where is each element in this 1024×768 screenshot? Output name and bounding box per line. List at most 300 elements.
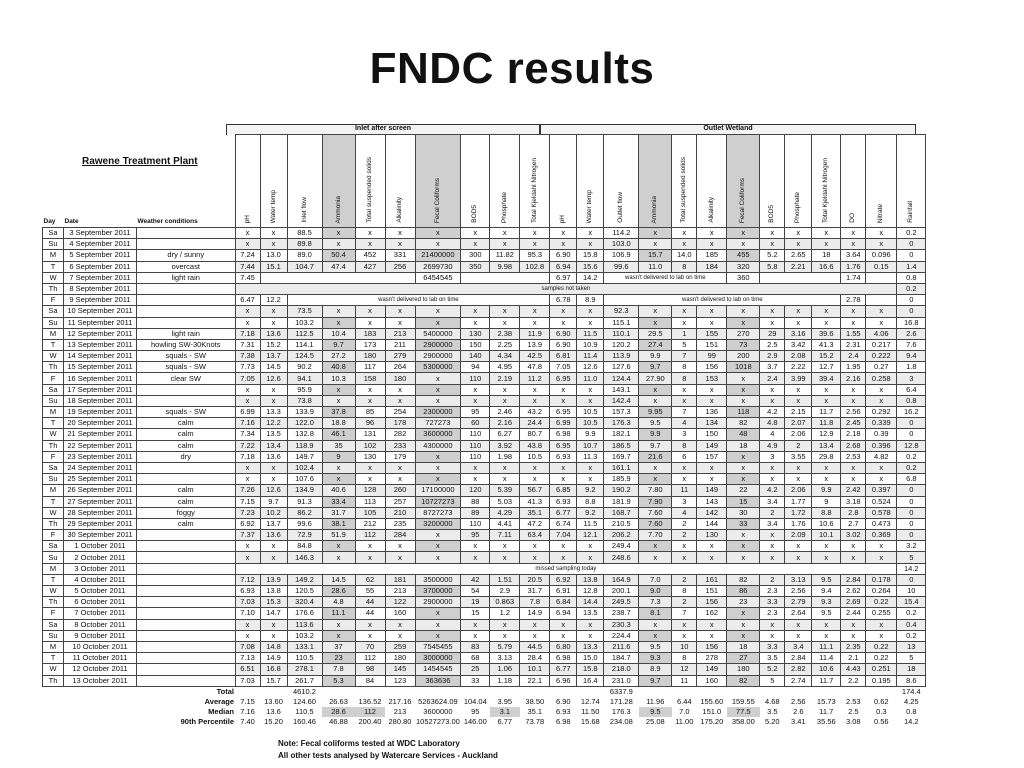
row-weather: foggy (137, 507, 236, 518)
table-cell: x (812, 630, 841, 641)
row-weather (137, 574, 236, 585)
table-cell: x (415, 474, 461, 485)
table-cell: 15.7 (639, 250, 672, 261)
table-cell: 169.7 (604, 451, 639, 462)
group-header-outlet: Outlet Wetland (540, 124, 916, 135)
header-date: Date (64, 218, 79, 225)
table-cell: 16.2 (897, 407, 926, 418)
row-weather: calm (137, 485, 236, 496)
table-cell: 213 (385, 328, 415, 339)
table-cell: 7.6 (897, 339, 926, 350)
stats-cell (490, 686, 520, 697)
row-date: 7 September 2011 (64, 272, 137, 283)
table-cell: x (490, 462, 520, 473)
table-cell: 27.2 (322, 351, 355, 362)
table-cell: 88 (461, 496, 490, 507)
table-cell: 115.1 (604, 317, 639, 328)
table-cell: 7.08 (235, 641, 260, 652)
table-cell: x (639, 462, 672, 473)
table-cell: 12.8 (897, 440, 926, 451)
stats-row (43, 686, 926, 697)
table-cell: x (785, 384, 812, 395)
table-cell: 176.3 (604, 418, 639, 429)
table-cell: 2.42 (841, 485, 866, 496)
table-cell: 2.09 (785, 530, 812, 541)
table-cell: 6.51 (235, 664, 260, 675)
table-cell: 14.4 (577, 597, 604, 608)
table-cell: 278 (697, 653, 727, 664)
row-weather: light rain (137, 272, 236, 283)
table-cell: x (235, 395, 260, 406)
table-cell: 73.5 (287, 306, 322, 317)
table-cell: x (385, 462, 415, 473)
stats-cell: 26.63 (329, 696, 348, 706)
table-cell: 7.10 (235, 608, 260, 619)
table-row (43, 306, 926, 317)
stats-cell: 95 (471, 707, 480, 717)
table-row (43, 239, 926, 250)
table-cell: x (235, 239, 260, 250)
table-cell: 7 (672, 407, 697, 418)
table-cell: 248.6 (604, 552, 639, 563)
table-cell: 42 (461, 574, 490, 585)
table-cell: 56.7 (520, 485, 550, 496)
row-date: 8 September 2011 (64, 283, 137, 294)
table-cell: 133.9 (287, 407, 322, 418)
table-cell: x (550, 474, 577, 485)
table-cell: 212 (355, 518, 385, 529)
table-cell: 27 (727, 653, 760, 664)
table-cell: 82 (727, 675, 760, 686)
table-cell: 18 (897, 664, 926, 675)
table-cell: 10 (897, 586, 926, 597)
table-cell: 0.2 (897, 283, 926, 294)
table-cell: x (812, 619, 841, 630)
stats-cell: 2.6 (793, 707, 804, 717)
table-cell: x (841, 239, 866, 250)
row-weather (137, 586, 236, 597)
table-cell: 112 (355, 653, 385, 664)
table-cell: x (355, 228, 385, 239)
table-cell: 6.90 (550, 250, 577, 261)
table-cell: 1.74 (841, 272, 866, 283)
table-cell: 31.7 (322, 507, 355, 518)
table-cell: 33.4 (322, 496, 355, 507)
table-cell: 18 (812, 250, 841, 261)
table-row (43, 407, 926, 418)
stats-cell (639, 686, 672, 697)
table-cell: x (322, 306, 355, 317)
table-cell: x (461, 395, 490, 406)
table-cell: x (760, 228, 785, 239)
table-cell: x (415, 239, 461, 250)
table-cell: 284 (385, 530, 415, 541)
table-cell: 143 (697, 496, 727, 507)
table-cell: 9.9 (812, 485, 841, 496)
row-date: 5 October 2011 (64, 586, 137, 597)
table-cell: 190.2 (604, 485, 639, 496)
stats-cell: 3.41 (790, 717, 806, 727)
table-cell: 9.7 (322, 339, 355, 350)
table-cell: 2.78 (841, 295, 866, 306)
table-row (43, 328, 926, 339)
table-cell: 11.8 (812, 418, 841, 429)
table-cell: x (461, 306, 490, 317)
table-cell: x (697, 239, 727, 250)
row-weather: calm (137, 496, 236, 507)
column-header-row (43, 135, 926, 228)
table-cell: 5.2 (760, 664, 785, 675)
table-cell: x (577, 228, 604, 239)
table-cell: x (355, 239, 385, 250)
column-header: Alkalinity (385, 135, 415, 228)
row-note (866, 272, 897, 283)
row-weather (137, 462, 236, 473)
table-cell: x (260, 228, 287, 239)
stats-row (43, 707, 926, 717)
column-header: BOD5 (461, 135, 490, 228)
table-cell: x (461, 630, 490, 641)
table-cell: 1.77 (785, 496, 812, 507)
row-day: Th (43, 440, 64, 451)
row-date: 2 October 2011 (64, 552, 137, 563)
table-cell: 3700000 (415, 586, 461, 597)
table-cell: 6.4 (897, 384, 926, 395)
stats-cell: 46.88 (329, 717, 348, 727)
table-cell: 94.1 (287, 373, 322, 384)
table-cell: 180 (385, 653, 415, 664)
row-weather: squals - SW (137, 407, 236, 418)
table-cell: 85 (355, 407, 385, 418)
table-cell: 4.29 (490, 507, 520, 518)
table-cell: 9.4 (897, 351, 926, 362)
table-cell: 2.08 (785, 351, 812, 362)
table-cell: 0.264 (866, 586, 897, 597)
table-row (43, 339, 926, 350)
table-cell: 2.56 (785, 586, 812, 597)
table-cell: 3.18 (841, 496, 866, 507)
table-cell: 48 (727, 429, 760, 440)
row-date: 27 September 2011 (64, 496, 137, 507)
table-cell: x (260, 306, 287, 317)
table-cell: x (550, 384, 577, 395)
table-cell: 124.5 (287, 351, 322, 362)
row-day: F (43, 608, 64, 619)
table-cell: x (260, 630, 287, 641)
table-cell: 2.84 (785, 653, 812, 664)
table-cell: x (235, 619, 260, 630)
table-row (43, 552, 926, 563)
table-cell: 210.5 (604, 518, 639, 529)
table-cell: x (672, 384, 697, 395)
stats-cell (415, 686, 461, 697)
table-cell: 134.9 (287, 485, 322, 496)
row-day: Sa (43, 619, 64, 630)
table-cell: 0 (897, 518, 926, 529)
table-cell: 160 (697, 675, 727, 686)
stats-cell: 3.08 (845, 717, 861, 727)
row-date: 18 September 2011 (64, 395, 137, 406)
table-cell: 15.8 (577, 664, 604, 675)
table-row (43, 485, 926, 496)
table-cell: 4.82 (866, 451, 897, 462)
table-cell: x (697, 552, 727, 563)
table-cell: x (385, 552, 415, 563)
row-day: F (43, 295, 64, 306)
table-cell: 11.9 (520, 328, 550, 339)
table-cell: 300 (461, 250, 490, 261)
table-cell: x (461, 619, 490, 630)
table-cell: 181 (385, 574, 415, 585)
table-cell: 107.6 (287, 474, 322, 485)
table-cell: 105 (355, 507, 385, 518)
table-cell: 9.98 (490, 261, 520, 272)
table-cell: x (322, 552, 355, 563)
row-date: 28 September 2011 (64, 507, 137, 518)
table-cell: 2.64 (785, 608, 812, 619)
table-cell: 6.94 (550, 261, 577, 272)
row-weather: dry / sunny (137, 250, 236, 261)
table-cell: 5.2 (760, 250, 785, 261)
table-cell: 122 (385, 597, 415, 608)
table-cell: 12.7 (812, 362, 841, 373)
row-day: F (43, 530, 64, 541)
table-cell: 7.3 (639, 597, 672, 608)
table-cell: 11.1 (812, 641, 841, 652)
table-cell: 14.2 (577, 272, 604, 283)
table-cell: 7.60 (639, 518, 672, 529)
stats-cell: 155.60 (700, 696, 724, 706)
table-cell: x (672, 462, 697, 473)
table-cell: x (415, 541, 461, 552)
column-header: Ammonia (322, 135, 355, 228)
table-row (43, 507, 926, 518)
table-cell: 184.7 (604, 653, 639, 664)
table-cell: x (812, 317, 841, 328)
table-cell: x (866, 384, 897, 395)
row-weather: calm (137, 429, 236, 440)
table-cell: 6.92 (235, 518, 260, 529)
table-cell: x (812, 306, 841, 317)
table-cell: x (490, 630, 520, 641)
row-date: 16 September 2011 (64, 373, 137, 384)
table-cell: 88.5 (287, 228, 322, 239)
table-cell: 89.8 (287, 239, 322, 250)
row-weather (137, 530, 236, 541)
table-cell: 9.5 (639, 418, 672, 429)
table-cell: 38.1 (322, 518, 355, 529)
stats-cell (841, 686, 866, 697)
table-cell: x (415, 619, 461, 630)
table-cell: x (461, 552, 490, 563)
row-weather (137, 228, 236, 239)
table-cell: x (785, 317, 812, 328)
table-cell: x (322, 228, 355, 239)
table-cell: 12.6 (577, 362, 604, 373)
table-cell: 130 (461, 328, 490, 339)
table-row (43, 440, 926, 451)
table-cell: 2.82 (785, 664, 812, 675)
row-day: Th (43, 518, 64, 529)
table-cell: 4.8 (760, 418, 785, 429)
table-cell: 8.6 (897, 675, 926, 686)
table-cell: 9.3 (639, 653, 672, 664)
table-cell: 5 (897, 653, 926, 664)
table-cell: 259 (385, 641, 415, 652)
table-cell: 6.96 (550, 675, 577, 686)
table-cell: x (577, 306, 604, 317)
table-cell: x (697, 317, 727, 328)
table-row (43, 272, 926, 283)
table-cell: 7.23 (235, 507, 260, 518)
table-cell: 0 (897, 306, 926, 317)
table-cell: 47.4 (322, 261, 355, 272)
table-cell: x (639, 317, 672, 328)
table-cell: 106.9 (604, 250, 639, 261)
table-cell: 3 (760, 451, 785, 462)
table-row (43, 317, 926, 328)
table-cell: 37 (322, 641, 355, 652)
table-cell: 84.8 (287, 541, 322, 552)
table-cell: 31.7 (520, 586, 550, 597)
table-cell: 3.7 (760, 362, 785, 373)
table-cell: 10.6 (812, 664, 841, 675)
table-cell: 8.8 (577, 496, 604, 507)
table-cell: 70 (355, 641, 385, 652)
row-date: 1 October 2011 (64, 541, 137, 552)
row-date: 4 September 2011 (64, 239, 137, 250)
table-cell: x (385, 541, 415, 552)
table-cell: 2.07 (785, 418, 812, 429)
table-cell: 6.95 (550, 407, 577, 418)
table-cell: 142.4 (604, 395, 639, 406)
table-cell: 162 (697, 608, 727, 619)
table-row (43, 664, 926, 675)
table-cell: x (235, 552, 260, 563)
row-note (866, 295, 897, 306)
row-weather: calm (137, 418, 236, 429)
table-cell: 110 (461, 373, 490, 384)
table-cell: 2.62 (841, 586, 866, 597)
table-cell: x (520, 306, 550, 317)
table-cell: 55 (355, 586, 385, 597)
table-cell: 11.5 (577, 518, 604, 529)
row-weather (137, 306, 236, 317)
table-cell: 13.4 (812, 440, 841, 451)
row-day: Sa (43, 228, 64, 239)
table-cell: 123 (385, 675, 415, 686)
table-cell: 3 (672, 429, 697, 440)
table-cell: x (550, 395, 577, 406)
table-cell: 206.2 (604, 530, 639, 541)
table-cell: 6.78 (550, 295, 577, 306)
stats-cell: 280.80 (388, 717, 412, 727)
row-date: 12 September 2011 (64, 328, 137, 339)
table-cell: 180 (385, 373, 415, 384)
table-cell: x (866, 474, 897, 485)
table-cell: 90.2 (287, 362, 322, 373)
table-cell: 127.6 (604, 362, 639, 373)
table-cell: x (672, 541, 697, 552)
stats-cell: 200.40 (358, 717, 382, 727)
table-cell: 2.5 (760, 339, 785, 350)
table-cell: x (727, 552, 760, 563)
table-cell: 73.8 (287, 395, 322, 406)
table-cell: 6.93 (235, 586, 260, 597)
table-cell: 3 (897, 373, 926, 384)
table-cell: 3 (672, 496, 697, 507)
table-cell: x (639, 552, 672, 563)
table-cell: 231.0 (604, 675, 639, 686)
table-cell: x (672, 228, 697, 239)
stats-cell: 3.95 (497, 696, 513, 706)
column-header: Alkalinity (697, 135, 727, 228)
table-cell: 2.56 (841, 407, 866, 418)
table-cell: 10.5 (577, 418, 604, 429)
table-cell: x (785, 462, 812, 473)
table-cell: 84 (355, 675, 385, 686)
table-cell: 2.7 (841, 518, 866, 529)
row-date: 3 September 2011 (64, 228, 137, 239)
table-cell: 7.90 (639, 496, 672, 507)
table-cell: 13.6 (260, 530, 287, 541)
table-cell: 33 (727, 518, 760, 529)
row-day: Th (43, 597, 64, 608)
table-cell: x (550, 630, 577, 641)
table-cell: x (727, 541, 760, 552)
table-cell: 15.2 (260, 339, 287, 350)
table-cell: 2.25 (490, 339, 520, 350)
stats-cell: 159.55 (731, 696, 755, 706)
row-day: Sa (43, 462, 64, 473)
table-cell: x (841, 228, 866, 239)
table-cell: 4 (672, 418, 697, 429)
row-note: wasn't delivered to lab on time (604, 295, 841, 306)
table-cell: 117 (355, 362, 385, 373)
table-row (43, 384, 926, 395)
table-row (43, 418, 926, 429)
table-cell: 10.7 (577, 440, 604, 451)
stats-cell: 25.08 (645, 717, 665, 727)
table-cell: 15.8 (577, 250, 604, 261)
table-cell: 13.0 (260, 250, 287, 261)
table-cell: 4.34 (490, 351, 520, 362)
table-cell: 13.8 (260, 586, 287, 597)
stats-cell: 6337.9 (609, 686, 633, 696)
table-cell: 16.8 (260, 664, 287, 675)
table-cell: 9 (322, 451, 355, 462)
table-cell: 181.9 (604, 496, 639, 507)
stats-cell: 234.08 (609, 717, 633, 727)
table-cell: 15.0 (577, 653, 604, 664)
table-cell: x (461, 384, 490, 395)
row-date: 3 October 2011 (64, 563, 137, 574)
table-cell: 249.4 (604, 541, 639, 552)
table-cell: 8727273 (415, 507, 461, 518)
table-cell: 114.2 (604, 228, 639, 239)
table-cell: x (235, 317, 260, 328)
table-cell: x (385, 228, 415, 239)
stats-cell: 14.2 (903, 717, 919, 727)
table-cell: x (520, 239, 550, 250)
table-cell: 13.5 (577, 608, 604, 619)
table-cell: 13.6 (260, 328, 287, 339)
table-cell: 156 (697, 597, 727, 608)
table-cell: 0.292 (866, 407, 897, 418)
row-day: F (43, 451, 64, 462)
table-cell: x (385, 384, 415, 395)
table-cell: x (520, 462, 550, 473)
